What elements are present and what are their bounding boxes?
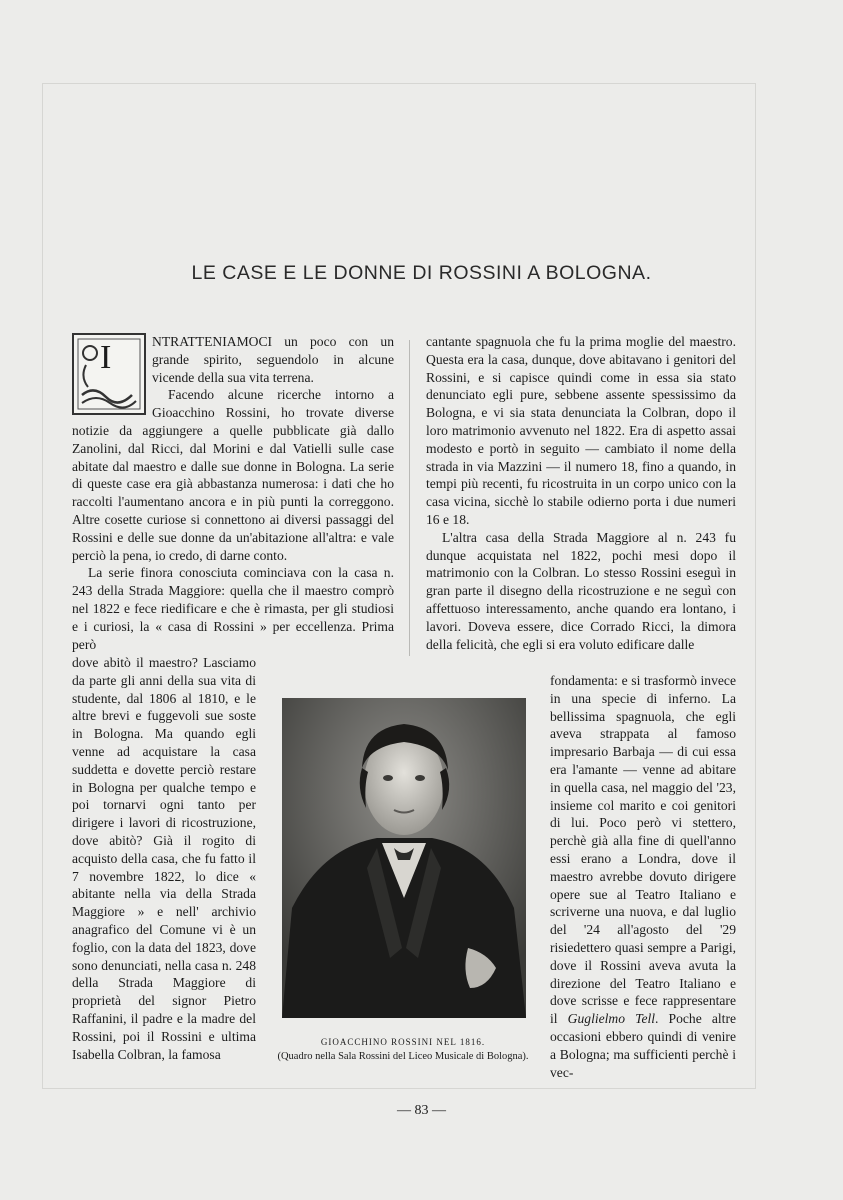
left-column-top: [72, 333, 394, 653]
dropcap-letter: I: [100, 339, 112, 376]
paragraph-1: NTRATTENIAMOCI un poco con un grande spirito, seguendolo in alcune vicende della sua vita terrena.: [152, 334, 394, 385]
figure-caption-subtitle: (Quadro nella Sala Rossini del Liceo Musicale di Bologna).: [277, 1051, 529, 1062]
paragraph-2: Facendo alcune ricerche intorno a Gioacchino Rossini, ho trovate diverse notizie da aggiungere a quelle pubblicate già dallo Zanolini, dal Ricci, dal Morini e dal Vatielli sulle case abitate dal maestro e dalle sue donne in Bologna. La serie di queste case era già abbastanza numerosa: i dati che ho raccolti l'aumentano ancora e in più punti la correggono. Altre cosette curiose si connettono ai diversi passaggi del Rossini e delle sue donne da un'abitazione all'altra: e vale perciò la pena, io credo, di darne conto.: [72, 387, 394, 563]
page-number: — 83 —: [397, 1103, 446, 1118]
right-column-top: [426, 333, 736, 653]
article-title: LE CASE E LE DONNE DI ROSSINI A BOLOGNA.: [191, 262, 652, 284]
right-column-narrow: [550, 672, 736, 1081]
paragraph-3: La serie finora conosciuta cominciava con la casa n. 243 della Strada Maggiore: quella che il maestro comprò nel 1822 e fece riedificare e che è rimasta, per gli studiosi e i curiosi, la « casa di Rossini » per eccellenza. Prima però: [72, 565, 394, 652]
column-divider: [409, 340, 410, 656]
paragraph-4: cantante spagnuola che fu la prima moglie del maestro. Questa era la casa, dunque, dove abitavano i genitori del Rossini, e si capisce quindi come in essa sia stato denunciato egli pure, sebbene assente spessissimo da Bologna, e vi sia stata denunciata la Colbran, dopo il loro matrimonio avvenuto nel 1822. Era di aspetto assai modesto e portò in seguito — cambiato il nome della strada in via Mazzini — il numero 18, fino a quando, in tempi più recenti, fu ricostruita in un corpo unico con la casa vicina, sicchè lo stabile odierno porta i due numeri 16 e 18.: [426, 334, 736, 527]
figure-caption-title: GIOACCHINO ROSSINI NEL 1816.: [320, 1037, 486, 1047]
paragraph-right-narrow: fondamenta: e si trasformò invece in una specie di inferno. La bellissima spagnuola, che egli aveva strappata al famoso impresario Barbaja — di cui essa era l'amante — venne ad abitare in quella casa, nel maggio del '23, insieme col marito e coi genitori di lui. Poco però vi stettero, perchè già alla fine di quell'anno essi erano a Londra, dove il maestro avrebbe dovuto dirigere opere sue al Teatro Italiano e scriverne una nuova, e dal luglio del '24 all'agosto del '29 risiedettero quasi sempre a Parigi, dove il Rossini aveva avuta la direzione del Teatro Italiano e dove scrisse e fece rappresentare il Guglielmo Tell. Poche altre occasioni ebbero quindi di venire a Bologna; ma sufficienti perchè i vec-: [550, 673, 737, 1080]
paragraph-5: L'altra casa della Strada Maggiore al n. 243 fu dunque acquistata nel 1822, pochi mesi dopo il matrimonio con la Colbran. Lo stesso Rossini eseguì in gran parte il disegno della ricostruzione e ne seguì con affettuoso interessamento, anche quando era lontano, i lavori. Doveva essere, dice Corrado Ricci, la dimora della felicità, che egli si era voluto edificare dalle: [426, 529, 736, 652]
ornamental-initial: [72, 333, 146, 415]
paragraph-left-narrow: dove abitò il maestro? Lasciamo da parte gli anni della sua vita di studente, dal 1806 al 1810, e le altre brevi e fuggevoli sue soste in Bologna. Ma quando egli venne ad acquistare la casa suddetta e dovette perciò restare in Bologna per qualche tempo e poi tornarvi ogni tanto per dirigere i lavori di ricostruzione, dove abitò? Già il rogito di acquisto della casa, che fu fatto il 7 novembre 1822, lo dice « abitante nella via della Strada Maggiore » e nell' archivio anagrafico del Comune vi è un foglio, con la data del 1823, dove sono denunciati, nella casa n. 248 della Strada Maggiore di proprietà del signor Pietro Raffanini, il padre e la madre del Rossini, poi il Rossini e ultima Isabella Colbran, la famosa: [72, 655, 256, 1062]
left-column-narrow: [72, 654, 256, 1063]
opera-title: Guglielmo Tell: [567, 1011, 656, 1027]
rossini-portrait: [282, 698, 526, 1018]
